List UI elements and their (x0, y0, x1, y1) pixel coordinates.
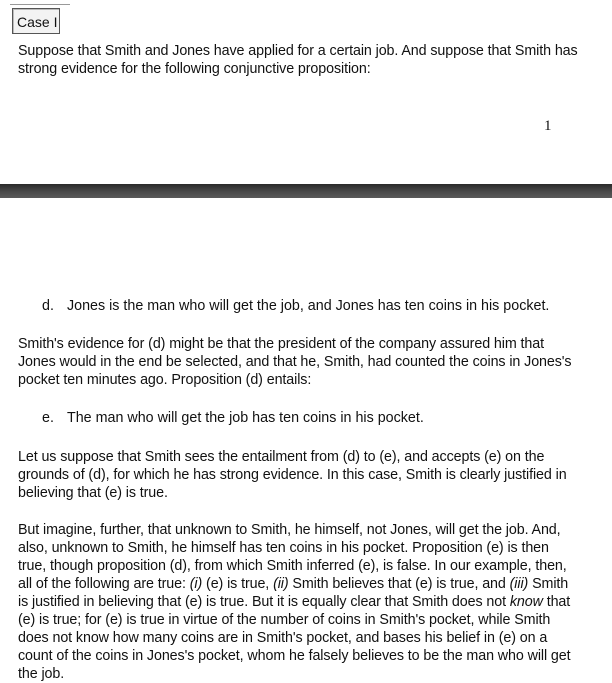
paragraph-gettier (18, 521, 578, 683)
case-label: Case I (12, 8, 60, 34)
tab-edge (10, 0, 70, 5)
para3-text-e: that (e) is true; for (e) is true in virtue of the number of coins in Smith's pocket, while Smith does not know how many coins are in Smith's pocket, and bases his belief in (e) on a count of the coins in Jones's pocket, whom he falsely believes to be the man who will get the job. (18, 594, 571, 682)
paragraph-evidence: Smith's evidence for (d) might be that the president of the company assured him that Jones would in the end be selected, and that he, Smith, had counted the coins in Jones's pocket ten minutes ago. Proposition (d) entails: (18, 336, 572, 388)
para3-roman-iii: (iii) (509, 576, 529, 592)
list-marker-d: d. (42, 298, 54, 314)
list-item-e (42, 409, 582, 427)
para3-know-emphasis: know (509, 594, 543, 610)
list-item-d (42, 297, 582, 315)
list-marker-e: e. (42, 410, 54, 426)
list-text-d: Jones is the man who will get the job, and Jones has ten coins in his pocket. (67, 298, 550, 314)
page-top (0, 0, 612, 184)
page-divider (0, 184, 612, 198)
intro-paragraph: Suppose that Smith and Jones have applied for a certain job. And suppose that Smith has strong evidence for the following conjunctive proposition: (18, 43, 578, 77)
page-number: 1 (544, 118, 552, 134)
para3-text-d: Smith is justified in believing that (e) is true. But it is equally clear that Smith does not (18, 576, 569, 610)
para3-text-b: (e) is true, (202, 576, 274, 592)
para3-text-a: But imagine, further, that unknown to Smith, he himself, not Jones, will get the job. And, also, unknown to Smith, he himself has ten coins in his pocket. Proposition (e) is then true, though proposition (d), from which Smith inferred (e), is false. In our example, then, all of the following are true: (18, 522, 567, 592)
para3-roman-i: (i) (189, 576, 203, 592)
page-bottom (0, 198, 612, 682)
para3-text-c: Smith believes that (e) is true, and (288, 576, 510, 592)
para3-roman-ii: (ii) (273, 576, 289, 592)
list-text-e: The man who will get the job has ten coins in his pocket. (67, 410, 424, 426)
paragraph-entailment: Let us suppose that Smith sees the entailment from (d) to (e), and accepts (e) on the grounds of (d), for which he has strong evidence. In this case, Smith is clearly justified in believing that (e) is true. (18, 449, 567, 501)
